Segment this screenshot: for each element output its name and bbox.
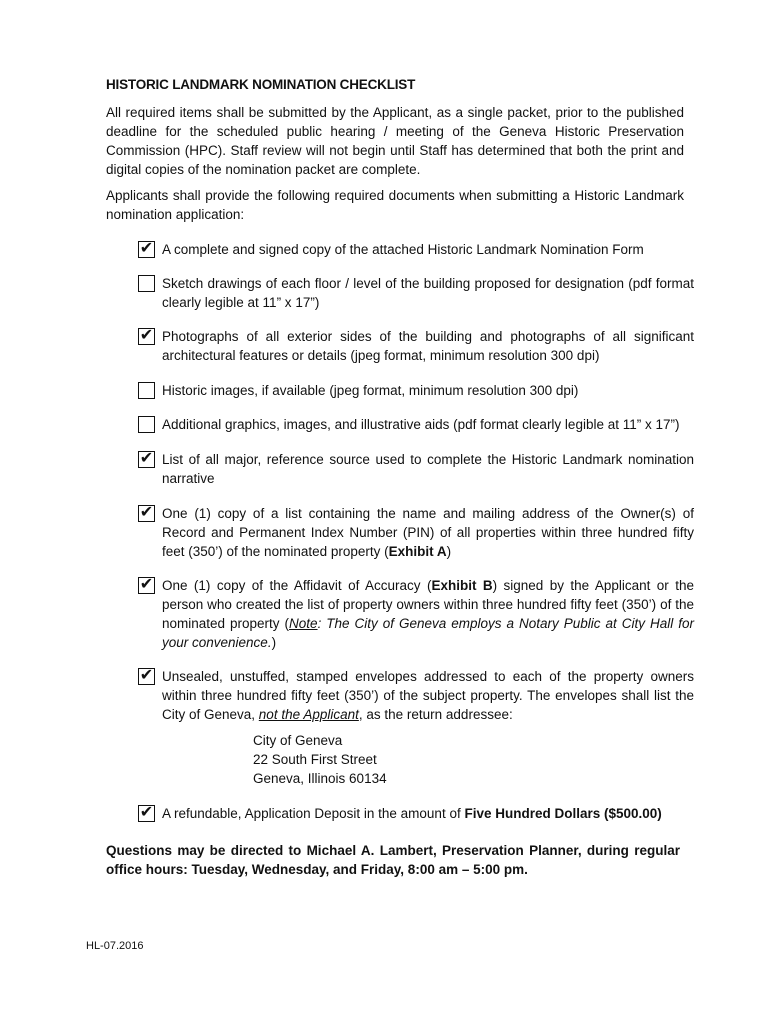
item-text: , as the return addressee:: [358, 707, 513, 722]
checklist-item-label: [162, 804, 694, 823]
address-line-1: City of Geneva: [253, 733, 343, 748]
form-code: HL-07.2016: [86, 940, 144, 952]
item-text: ): [271, 635, 277, 650]
checkbox-checked[interactable]: ✔: [139, 576, 154, 593]
intro-paragraph: All required items shall be submitted by the Applicant, as a single packet, prior to the published deadline for the scheduled public hearing / meeting of the Geneva Historic Preservation Commission (HPC). Staff review will not begin until Staff has determined that both the print and digital copies of the nomination packet are complete.: [106, 105, 684, 177]
checklist-item-label: [162, 504, 694, 561]
checklist-item-label: Historic images, if available (jpeg format, minimum resolution 300 dpi): [162, 383, 579, 398]
deposit-amount: Five Hundred Dollars ($500.00): [464, 806, 662, 821]
instructions-paragraph: Applicants shall provide the following required documents when submitting a Historic Landmark nomination application:: [106, 188, 684, 222]
checkbox-checked[interactable]: ✔: [139, 504, 154, 521]
checkbox-checked[interactable]: ✔: [139, 327, 154, 344]
note-text: : The City of Geneva employs a Notary Public at City Hall for your convenience.: [162, 616, 694, 650]
item-text: ): [446, 544, 452, 559]
address-line-2: 22 South First Street: [253, 752, 377, 767]
checkbox[interactable]: [138, 416, 155, 433]
exhibit-b-label: Exhibit B: [431, 578, 493, 593]
checkbox-checked[interactable]: ✔: [139, 240, 154, 257]
item-text: A refundable, Application Deposit in the amount of: [162, 806, 465, 821]
exhibit-a-label: Exhibit A: [388, 544, 447, 559]
checkbox-checked[interactable]: ✔: [139, 667, 154, 684]
checklist-item-label: A complete and signed copy of the attached Historic Landmark Nomination Form: [162, 242, 644, 257]
checklist-item-label: Additional graphics, images, and illustrative aids (pdf format clearly legible at 11” x 17”): [162, 417, 680, 432]
item-text: ) signed by the Applicant or the person who created the list of property owners within three hundred fifty feet (350’) of the nominated property (: [162, 578, 694, 631]
address-line-3: Geneva, Illinois 60134: [253, 771, 387, 786]
checkbox-checked[interactable]: ✔: [139, 450, 154, 467]
page-title: HISTORIC LANDMARK NOMINATION CHECKLIST: [106, 77, 416, 92]
return-address: [253, 731, 387, 788]
contact-paragraph: Questions may be directed to Michael A. Lambert, Preservation Planner, during regular office hours: Tuesday, Wednesday, and Friday, 8:00 am – 5:00 pm.: [106, 843, 680, 877]
checklist-item-label: List of all major, reference source used to complete the Historic Landmark nomination narrative: [162, 452, 694, 486]
not-applicant-emphasis: not the Applicant: [258, 707, 359, 722]
checklist-item-label: [162, 667, 694, 724]
checklist-item-label: Photographs of all exterior sides of the building and photographs of all significant architectural features or details (jpeg format, minimum resolution 300 dpi): [162, 329, 694, 363]
checklist-item-label: Sketch drawings of each floor / level of the building proposed for designation (pdf format clearly legible at 11” x 17”): [162, 276, 694, 310]
item-text: Unsealed, unstuffed, stamped envelopes addressed to each of the property owners within three hundred fifty feet (350’) of the subject property. The envelopes shall list the City of Geneva,: [162, 669, 694, 722]
checkbox[interactable]: [138, 382, 155, 399]
checkbox[interactable]: [138, 275, 155, 292]
checkbox-checked[interactable]: ✔: [139, 804, 154, 821]
note-label: Note: [289, 616, 318, 631]
checklist-item-label: [162, 576, 694, 652]
item-text: One (1) copy of the Affidavit of Accuracy (: [162, 578, 432, 593]
item-text: One (1) copy of a list containing the name and mailing address of the Owner(s) of Record and Permanent Index Number (PIN) of all properties within three hundred fifty feet (350’) of the nominated property (: [162, 506, 694, 559]
